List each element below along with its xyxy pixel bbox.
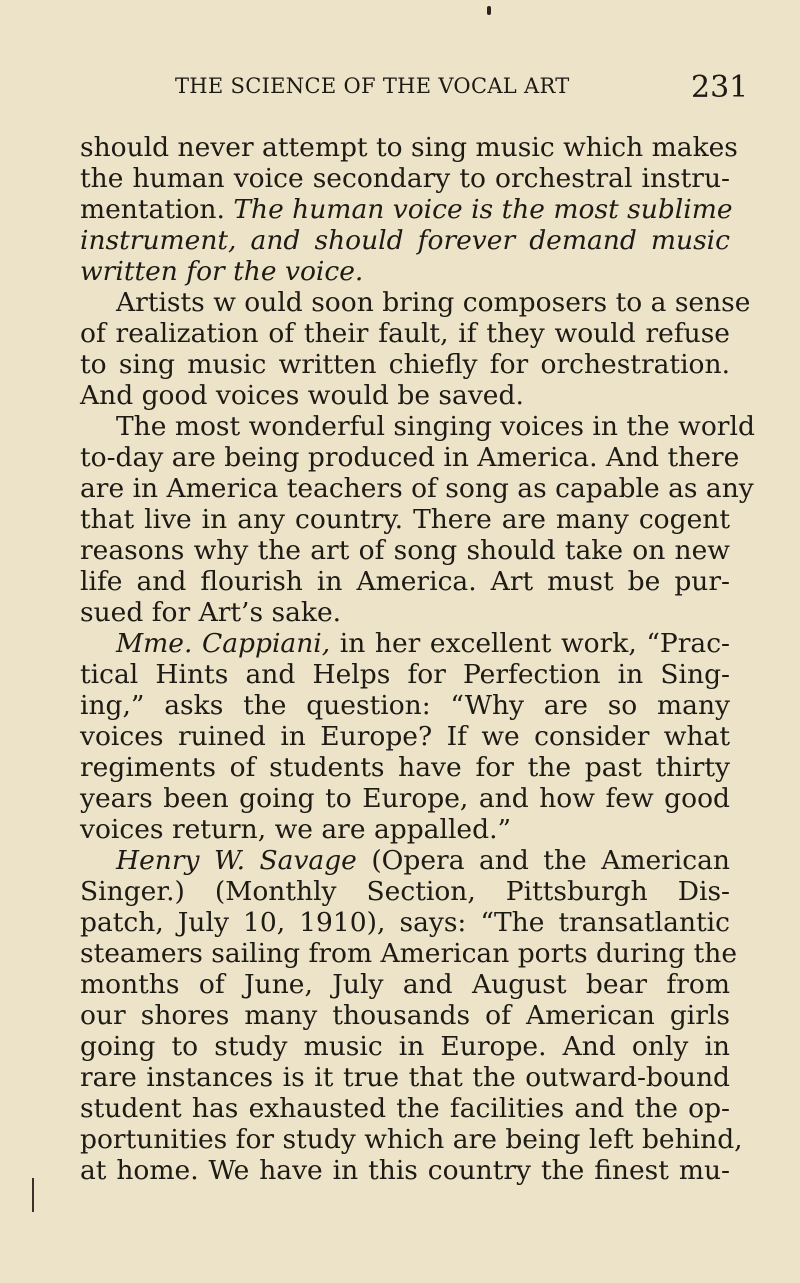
text-line bbox=[80, 349, 730, 380]
text-segment: years been going to Europe, and how few good bbox=[80, 783, 730, 814]
text-segment: of realization of their fault, if they would refuse bbox=[80, 318, 730, 349]
ink-speck bbox=[487, 6, 491, 15]
text-line bbox=[80, 1124, 743, 1155]
running-head: THE SCIENCE OF THE VOCAL ART bbox=[175, 74, 570, 98]
page-header bbox=[0, 62, 800, 112]
text-line bbox=[80, 504, 730, 535]
text-line bbox=[80, 473, 754, 504]
text-segment: our shores many thousands of American girls bbox=[80, 1000, 730, 1031]
text-line bbox=[80, 752, 730, 783]
page-number: 231 bbox=[691, 70, 749, 105]
text-segment: Artists w ould soon bring composers to a sense bbox=[116, 287, 751, 318]
text-segment: are in America teachers of song as capable as any bbox=[80, 473, 754, 504]
text-segment: tical Hints and Helps for Perfection in Sing- bbox=[80, 659, 730, 690]
text-segment: months of June, July and August bear from bbox=[80, 969, 730, 1000]
text-segment: (Opera and the American bbox=[356, 845, 730, 876]
text-segment: to-day are being produced in America. And there bbox=[80, 442, 740, 473]
italic-text: Henry W. Savage bbox=[116, 845, 357, 876]
text-segment: student has exhausted the facilities and the op- bbox=[80, 1093, 730, 1124]
text-line bbox=[80, 1155, 730, 1186]
text-segment: portunities for study which are being left behind, bbox=[80, 1124, 743, 1155]
text-line bbox=[80, 411, 755, 442]
italic-text: instrument, and should forever demand music bbox=[80, 225, 730, 256]
text-segment: mentation. bbox=[80, 194, 234, 225]
body-text bbox=[80, 132, 755, 1186]
text-line bbox=[80, 845, 730, 876]
text-segment: that live in any country. There are many cogent bbox=[80, 504, 730, 535]
text-segment: to sing music written chiefly for orchestration. bbox=[80, 349, 730, 380]
text-segment: And good voices would be saved. bbox=[80, 380, 524, 411]
text-line bbox=[80, 659, 730, 690]
text-segment: voices ruined in Europe? If we consider what bbox=[80, 721, 730, 752]
text-line bbox=[80, 907, 730, 938]
text-line bbox=[80, 876, 730, 907]
text-line bbox=[80, 566, 730, 597]
text-segment: steamers sailing from American ports during the bbox=[80, 938, 738, 969]
text-segment: ing,” asks the question: “Why are so many bbox=[80, 690, 730, 721]
text-segment: patch, July 10, 1910), says: “The transatlantic bbox=[80, 907, 730, 938]
text-line bbox=[80, 256, 730, 287]
text-line bbox=[80, 442, 740, 473]
text-segment: Singer.) (Monthly Section, Pittsburgh Dis- bbox=[80, 876, 730, 907]
text-line bbox=[80, 380, 730, 411]
text-line bbox=[80, 721, 730, 752]
text-segment: going to study music in Europe. And only in bbox=[80, 1031, 730, 1062]
text-segment: regiments of students have for the past thirty bbox=[80, 752, 730, 783]
text-line bbox=[80, 1031, 730, 1062]
text-line bbox=[80, 597, 730, 628]
text-line bbox=[80, 628, 730, 659]
italic-text: The human voice is the most sublime bbox=[233, 194, 733, 225]
text-line bbox=[80, 814, 730, 845]
text-line bbox=[80, 225, 730, 256]
margin-mark bbox=[32, 1178, 34, 1212]
text-line bbox=[80, 969, 730, 1000]
text-line bbox=[80, 938, 738, 969]
italic-text: written for the voice. bbox=[80, 256, 364, 287]
text-segment: The most wonderful singing voices in the world bbox=[116, 411, 755, 442]
text-line bbox=[80, 690, 730, 721]
text-line bbox=[80, 318, 730, 349]
text-line bbox=[80, 287, 751, 318]
text-segment: sued for Art’s sake. bbox=[80, 597, 342, 628]
text-line bbox=[80, 783, 730, 814]
text-segment: in her excellent work, “Prac- bbox=[330, 628, 730, 659]
text-segment: voices return, we are appalled.” bbox=[80, 814, 512, 845]
text-segment: should never attempt to sing music which makes bbox=[80, 132, 738, 163]
text-line bbox=[80, 535, 730, 566]
text-line bbox=[80, 132, 738, 163]
italic-text: Mme. Cappiani, bbox=[116, 628, 331, 659]
text-segment: the human voice secondary to orchestral instru- bbox=[80, 163, 730, 194]
text-line bbox=[80, 1000, 730, 1031]
text-line bbox=[80, 194, 733, 225]
text-line bbox=[80, 1093, 730, 1124]
text-line bbox=[80, 163, 730, 194]
text-segment: at home. We have in this country the finest mu- bbox=[80, 1155, 730, 1186]
text-segment: rare instances is it true that the outward-bound bbox=[80, 1062, 730, 1093]
text-line bbox=[80, 1062, 730, 1093]
text-segment: life and flourish in America. Art must be pur- bbox=[80, 566, 730, 597]
text-segment: reasons why the art of song should take on new bbox=[80, 535, 730, 566]
